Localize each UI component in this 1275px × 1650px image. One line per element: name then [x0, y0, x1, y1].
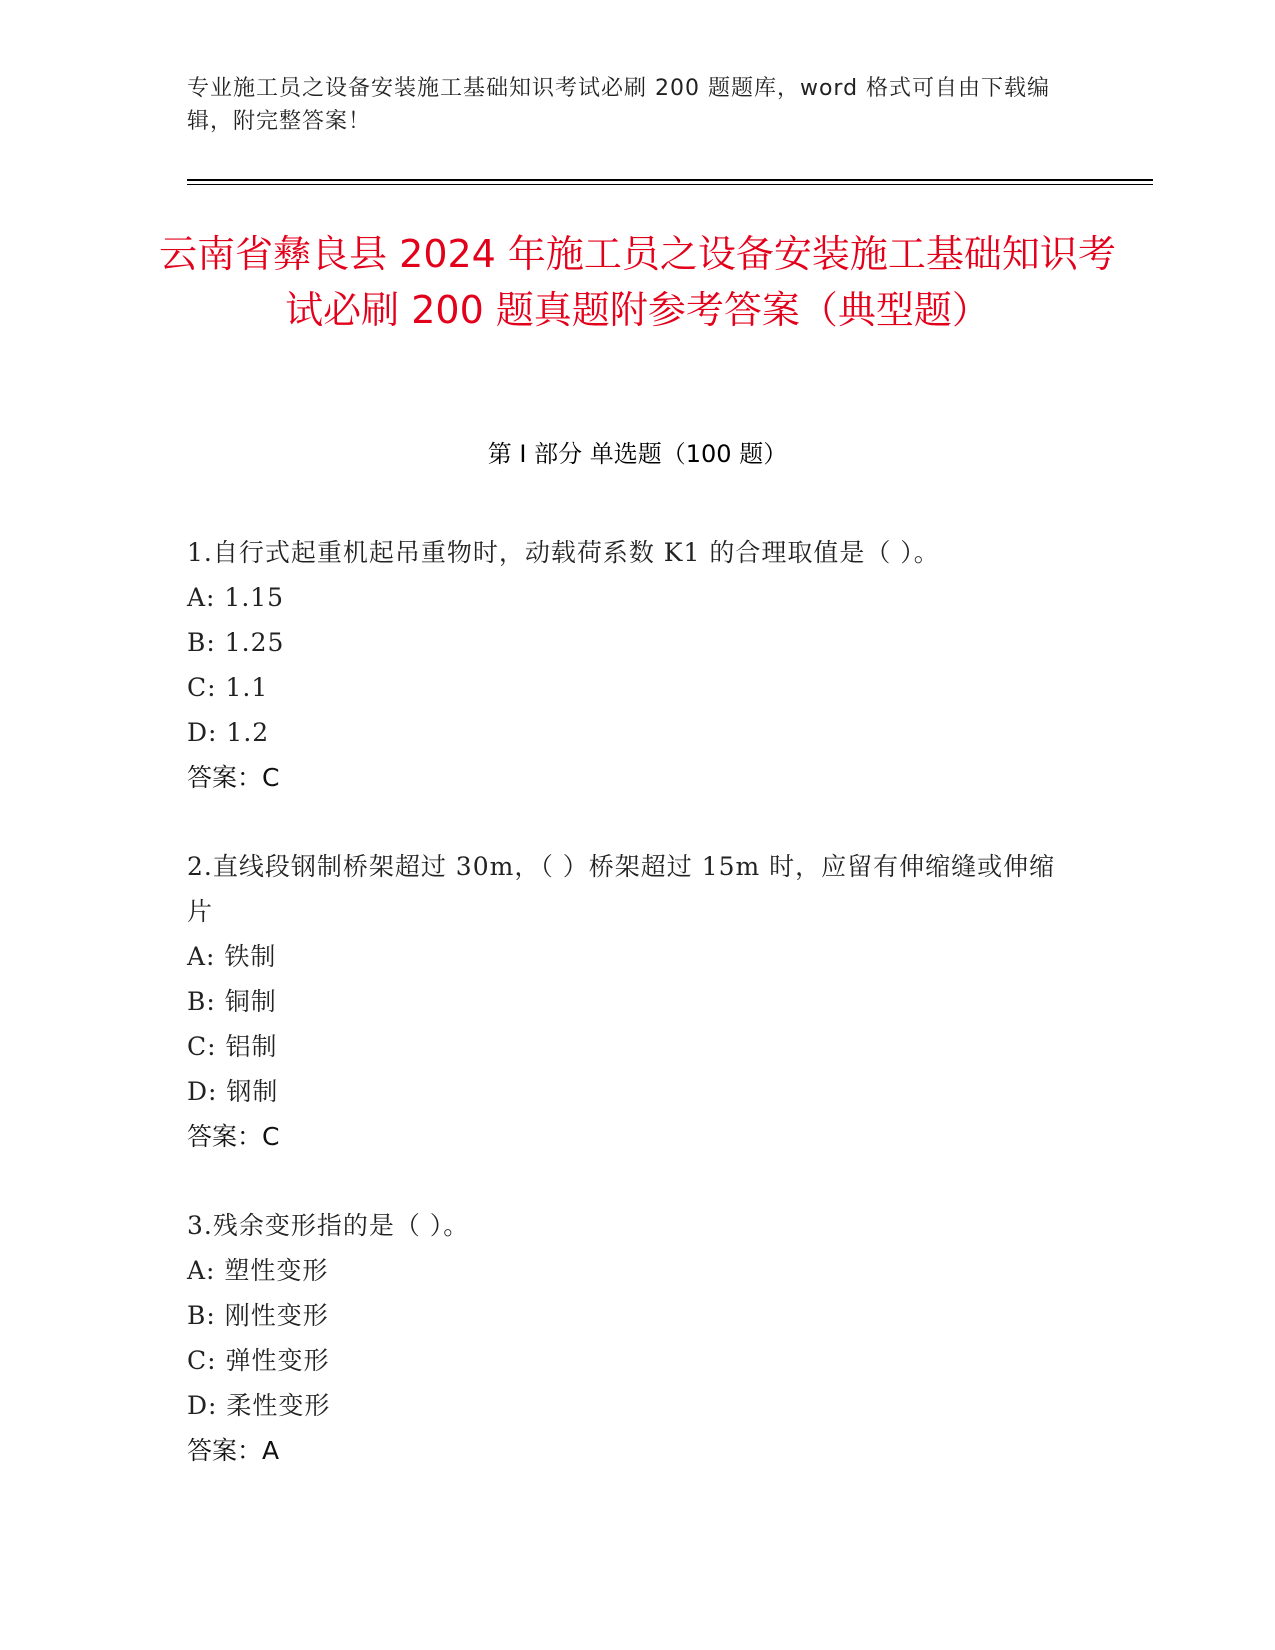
option-c: C: 铝制: [187, 1032, 278, 1061]
answer: 答案：C: [187, 1122, 280, 1151]
question-stem: 1.自行式起重机起吊重物时，动载荷系数 K1 的合理取值是（ ）。: [187, 538, 940, 567]
header-divider-thick: [187, 179, 1153, 181]
option-c: C: 弹性变形: [187, 1346, 330, 1375]
option-d: D: 1.2: [187, 718, 270, 747]
header-divider-thin: [187, 184, 1153, 185]
option-b: B: 1.25: [187, 628, 285, 657]
option-a: A: 1.15: [187, 583, 285, 612]
header-note: 专业施工员之设备安装施工基础知识考试必刷 200 题题库，word 格式可自由下载编辑，附完整答案！: [187, 76, 1051, 134]
answer: 答案：A: [187, 1436, 280, 1465]
question-stem: 2.直线段钢制桥架超过 30m，（ ）桥架超过 15m 时，应留有伸缩缝或伸缩片: [187, 852, 1056, 926]
answer: 答案：C: [187, 763, 280, 792]
option-c: C: 1.1: [187, 673, 269, 702]
question-item: [187, 1203, 1067, 1473]
question-item: [187, 530, 1067, 800]
option-b: B: 刚性变形: [187, 1301, 329, 1330]
document-title: 云南省彝良县 2024 年施工员之设备安装施工基础知识考试必刷 200 题真题附参考答案（典型题）: [159, 232, 1116, 332]
option-a: A: 塑性变形: [187, 1256, 329, 1285]
question-item: [187, 844, 1067, 1159]
question-list: [187, 530, 1067, 1517]
option-a: A: 铁制: [187, 942, 277, 971]
option-d: D: 钢制: [187, 1077, 279, 1106]
option-d: D: 柔性变形: [187, 1391, 331, 1420]
section-heading: 第 I 部分 单选题（100 题）: [487, 440, 788, 468]
option-b: B: 铜制: [187, 987, 277, 1016]
question-stem: 3.残余变形指的是（ ）。: [187, 1211, 470, 1240]
